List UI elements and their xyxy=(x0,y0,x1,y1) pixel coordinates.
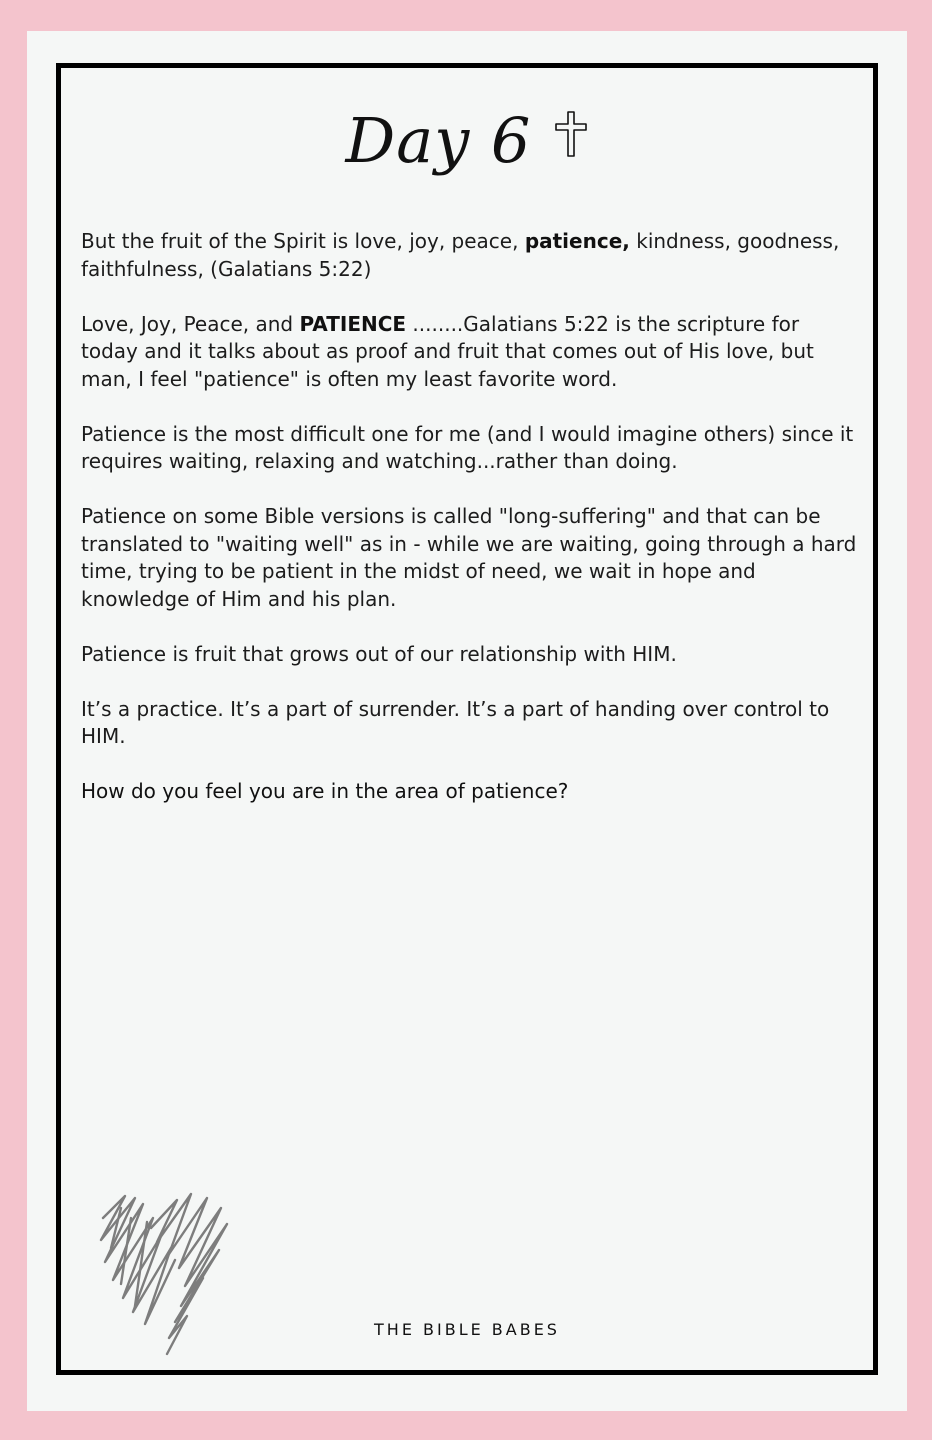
content-frame xyxy=(56,63,878,1375)
paragraph: Patience is the most difficult one for me (and I would imagine others) since it requires waiting, relaxing and watching...rather than doing. xyxy=(81,421,854,473)
reflection-question: How do you feel you are in the area of patience? xyxy=(81,779,569,803)
paragraph: Patience is fruit that grows out of our relationship with HIM. xyxy=(81,641,677,666)
page-title: Day 6 xyxy=(345,104,532,177)
intro-highlight: PATIENCE xyxy=(299,311,407,336)
intro-paragraph xyxy=(81,311,861,394)
title-row xyxy=(61,96,873,206)
intro-text-end: ........Galatians 5:22 is the scripture for today and it talks about as proof and fruit that comes out of His love, but man, I feel "patience" is often my least favorite word. xyxy=(81,311,814,391)
devotional-text xyxy=(81,228,861,833)
verse-text: But the fruit of the Spirit is love, joy, peace, xyxy=(81,229,525,253)
cross-icon xyxy=(554,110,588,162)
intro-text: Love, Joy, Peace, and xyxy=(81,311,300,336)
verse-paragraph xyxy=(81,228,861,283)
paragraph: Patience on some Bible versions is called "long-suffering" and that can be translated to "waiting well" as in - while we are waiting, going through a hard time, trying to be patient in the midst of need, we wait in hope and knowledge of Him and his plan. xyxy=(81,504,857,611)
verse-highlight: patience, xyxy=(524,229,630,253)
paragraph: It’s a practice. It’s a part of surrender. It’s a part of handing over control to HIM. xyxy=(81,696,830,748)
footer-brand: THE BIBLE BABES xyxy=(374,1320,560,1339)
verse-text-end: kindness, goodness, faithfulness, (Galatians 5:22) xyxy=(81,229,840,281)
